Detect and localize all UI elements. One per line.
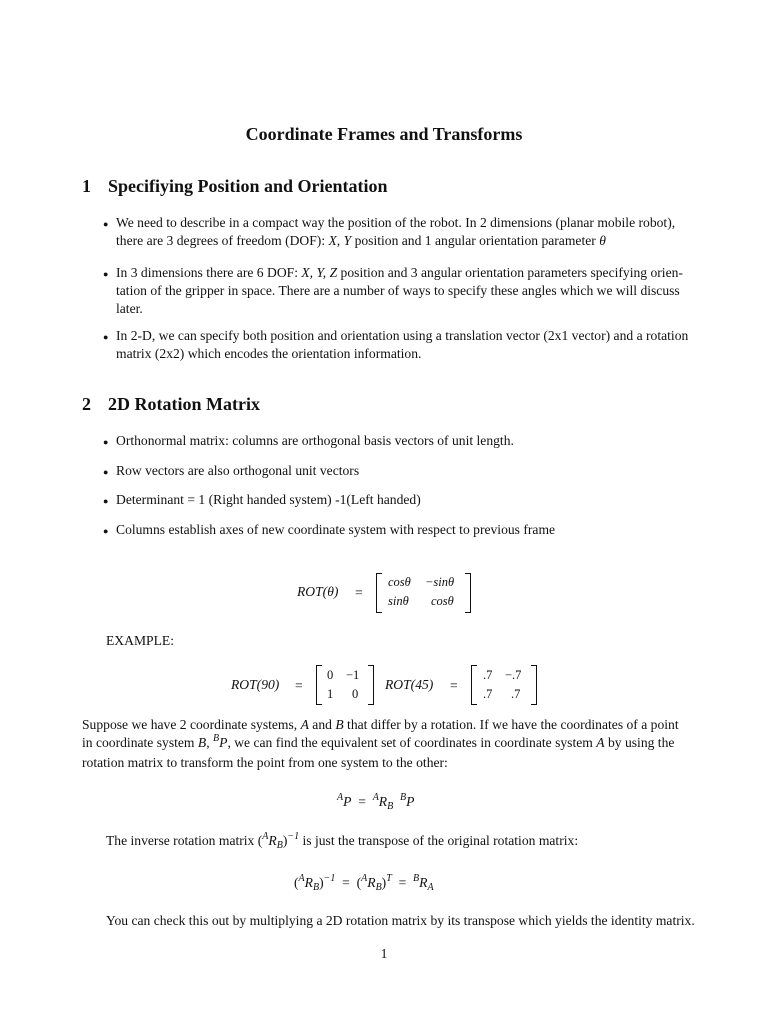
- left-bracket: [376, 573, 382, 613]
- rot45-lhs: ROT(45): [385, 677, 434, 692]
- bullet-icon: ●: [103, 496, 109, 506]
- text-line: rotation matrix to transform the point from one system to the other:: [82, 755, 448, 770]
- left-bracket: [471, 665, 477, 705]
- section-title: 2D Rotation Matrix: [108, 394, 260, 414]
- text-line: in coordinate system B, $^B$P, we can find the equivalent set of coordinates in coordinate system A by using the: [82, 733, 675, 750]
- paragraph-inverse: The inverse rotation matrix $(^AR_B)^{-1}$ is just the transpose of the original rotation matrix:: [106, 831, 579, 851]
- text-line: In 2-D, we can specify both position and orientation using a translation vector (2x1 vector) and a rotation: [116, 328, 689, 343]
- inverse-equation: $(^AR_B)^{-1} = (^AR_B)^T = ^BR_A$: [294, 873, 434, 893]
- paragraph-coordinate-systems: [82, 716, 692, 772]
- section-title: Specifiying Position and Orientation: [108, 176, 388, 196]
- equals-sign: =: [295, 678, 303, 693]
- bullet-item-row-vectors: Row vectors are also orthogonal unit vectors: [116, 463, 360, 478]
- section-2-heading: [82, 394, 260, 415]
- section-1-heading: [82, 176, 388, 197]
- bullet-icon: ●: [103, 219, 109, 229]
- matrix-cell: −sinθ: [425, 575, 455, 589]
- transform-equation: $^AP = ^AR_B$ $^B$P: [337, 792, 415, 812]
- right-bracket: [531, 665, 537, 705]
- document-title: Coordinate Frames and Transforms: [245, 124, 523, 144]
- section-number: 2: [82, 394, 91, 414]
- math-theta: θ: [599, 233, 606, 248]
- equals-sign: =: [355, 585, 363, 600]
- text-line: tation of the gripper in space. There are a number of ways to specify these angles which we will discuss: [116, 283, 680, 298]
- bullet-icon: ●: [103, 437, 109, 447]
- right-bracket: [368, 665, 374, 705]
- equals-sign: =: [450, 678, 458, 693]
- page-number: 1: [380, 946, 388, 961]
- text-line: later.: [116, 301, 143, 316]
- example-label: EXAMPLE:: [106, 633, 174, 648]
- text-line: In 3 dimensions there are 6 DOF: X, Y, Z position and 3 angular orientation parameters specifying orien-: [116, 265, 683, 280]
- bullet-item-2d: [116, 327, 696, 363]
- rot90-lhs: ROT(90): [231, 677, 280, 692]
- text-line: matrix (2x2) which encodes the orientation information.: [116, 346, 422, 361]
- section-number: 1: [82, 176, 91, 196]
- bullet-icon: ●: [103, 332, 109, 342]
- matrix-cell: cosθ: [388, 575, 411, 589]
- bullet-item-dof: [116, 214, 696, 250]
- paragraph-check: You can check this out by multiplying a 2D rotation matrix by its transpose which yields the identity matrix.: [106, 913, 695, 928]
- bullet-item-orthonormal: Orthonormal matrix: columns are orthogonal basis vectors of unit length.: [116, 433, 514, 448]
- text-line: Suppose we have 2 coordinate systems, A and B that differ by a rotation. If we have the coordinates of a point: [82, 717, 679, 732]
- rot-lhs: ROT(θ): [297, 584, 339, 599]
- text-line: there are 3 degrees of freedom (DOF): X, Y position and 1 angular orientation parameter θ: [116, 233, 606, 248]
- matrix-cell: sinθ: [388, 594, 409, 608]
- matrix-cell: 0: [327, 668, 334, 682]
- matrix-cell: 0: [352, 687, 359, 701]
- bullet-icon: ●: [103, 467, 109, 477]
- matrix-cell: 1: [327, 687, 334, 701]
- matrix-cell: .7: [511, 687, 521, 701]
- bullet-item-3d: [116, 264, 696, 318]
- bullet-item-columns: Columns establish axes of new coordinate system with respect to previous frame: [116, 522, 556, 537]
- matrix-cell: .7: [483, 687, 493, 701]
- matrix-cell: cosθ: [431, 594, 454, 608]
- text-line: We need to describe in a compact way the position of the robot. In 2 dimensions (planar mobile robot),: [116, 215, 676, 230]
- bullet-icon: ●: [103, 526, 109, 536]
- math-xyz: X, Y, Z: [301, 265, 338, 280]
- matrix-cell: −.7: [505, 668, 522, 682]
- matrix-cell: −1: [346, 668, 360, 682]
- left-bracket: [316, 665, 322, 705]
- bullet-item-determinant: Determinant = 1 (Right handed system) -1(Left handed): [116, 492, 421, 507]
- right-bracket: [465, 573, 471, 613]
- matrix-cell: .7: [483, 668, 493, 682]
- bullet-icon: ●: [103, 269, 109, 279]
- math-xy: X, Y: [328, 233, 352, 248]
